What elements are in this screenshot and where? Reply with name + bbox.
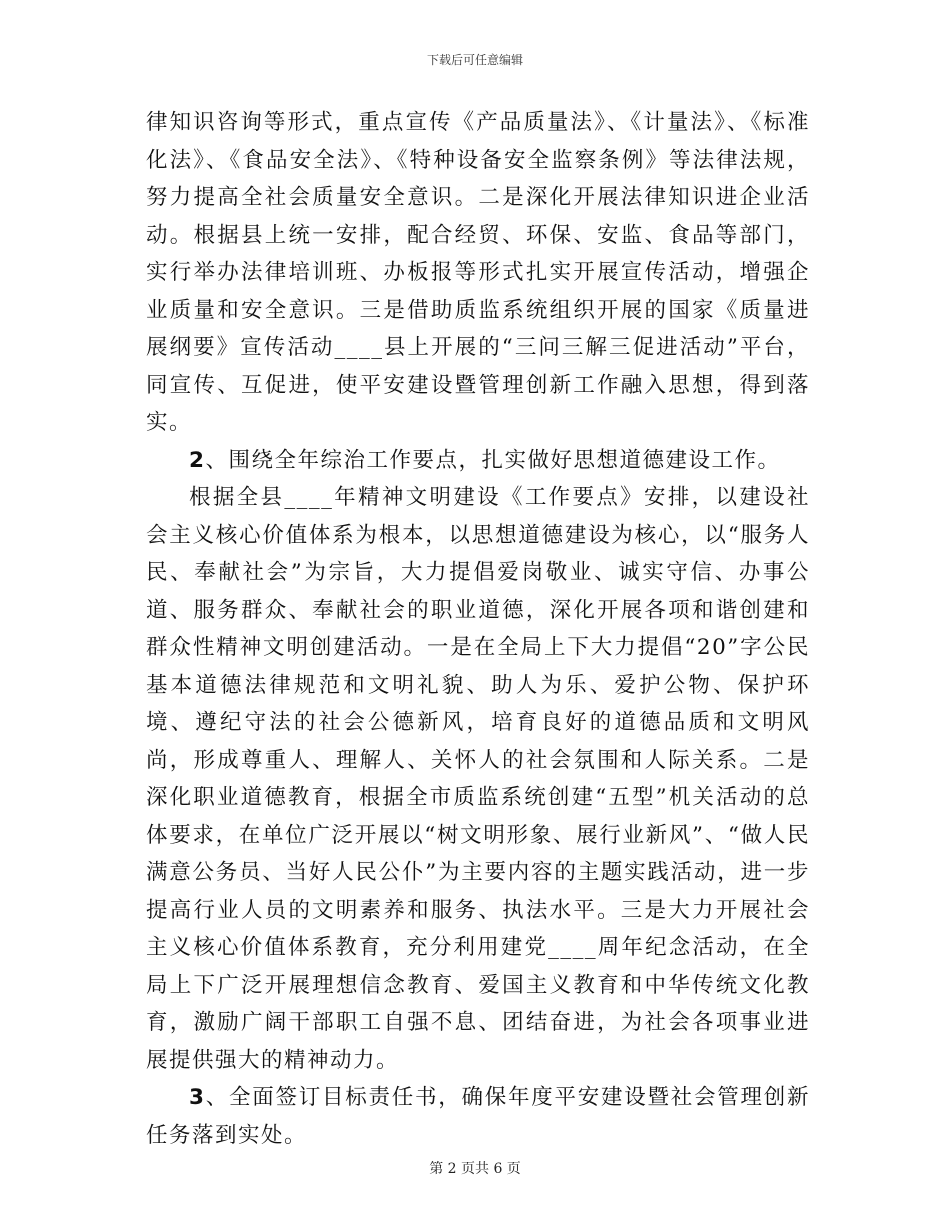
page-footer (0, 1160, 950, 1178)
paragraph-moral-construction (146, 479, 810, 1079)
paragraph-continuation (146, 104, 810, 442)
section-number: 3 (189, 1085, 206, 1110)
page-header (0, 52, 950, 68)
section-heading-text: 、围绕全年综治工作要点，扎实做好思想道德建设工作。 (205, 447, 781, 473)
paragraph-text: 律知识咨询等形式，重点宣传《产品质量法》、《计量法》、《标准化法》、《食品安全法》、《特种设备安全监察条例》等法律法规，努力提高全社会质量安全意识。二是深化开展法律知识进企业活动。根据县上统一安排，配合经贸、环保、安监、食品等部门，实行举办法律培训班、办板报等形式扎实开展宣传活动，增强企业质量和安全意识。三是借助质监系统组织开展的国家《质量进展纲要》宣传活动____县上开展的“三问三解三促进活动”平台，同宣传、互促进，使平安建设暨管理创新工作融入思想，得到落实。 (146, 110, 810, 435)
section-number: 2 (189, 447, 206, 473)
section-heading-2 (146, 442, 810, 480)
section-heading-text: 、全面签订目标责任书，确保年度平安建设暨社会管理创新任务落到实处。 (146, 1085, 810, 1148)
document-body (146, 104, 810, 1154)
header-note: 下载后可任意编辑 (426, 53, 523, 67)
section-heading-3 (146, 1079, 810, 1154)
page-number-label: 第 2 页共 6 页 (429, 1161, 521, 1177)
paragraph-text: 根据全县____年精神文明建设《工作要点》安排，以建设社会主义核心价值体系为根本，以思想道德建设为核心，以“服务人民、奉献社会”为宗旨，大力提倡爱岗敬业、诚实守信、办事公道、服务群众、奉献社会的职业道德，深化开展各项和谐创建和群众性精神文明创建活动。一是在全局上下大力提倡“20”字公民基本道德法律规范和文明礼貌、助人为乐、爱护公物、保护环境、遵纪守法的社会公德新风，培育良好的道德品质和文明风尚，形成尊重人、理解人、关怀人的社会氛围和人际关系。二是深化职业道德教育，根据全市质监系统创建“五型”机关活动的总体要求，在单位广泛开展以“树文明形象、展行业新风”、“做人民满意公务员、当好人民公仆”为主要内容的主题实践活动，进一步提高行业人员的文明素养和服务、执法水平。三是大力开展社会主义核心价值体系教育，充分利用建党____周年纪念活动，在全局上下广泛开展理想信念教育、爱国主义教育和中华传统文化教育，激励广阔干部职工自强不息、团结奋进，为社会各项事业进展提供强大的精神动力。 (146, 485, 810, 1073)
